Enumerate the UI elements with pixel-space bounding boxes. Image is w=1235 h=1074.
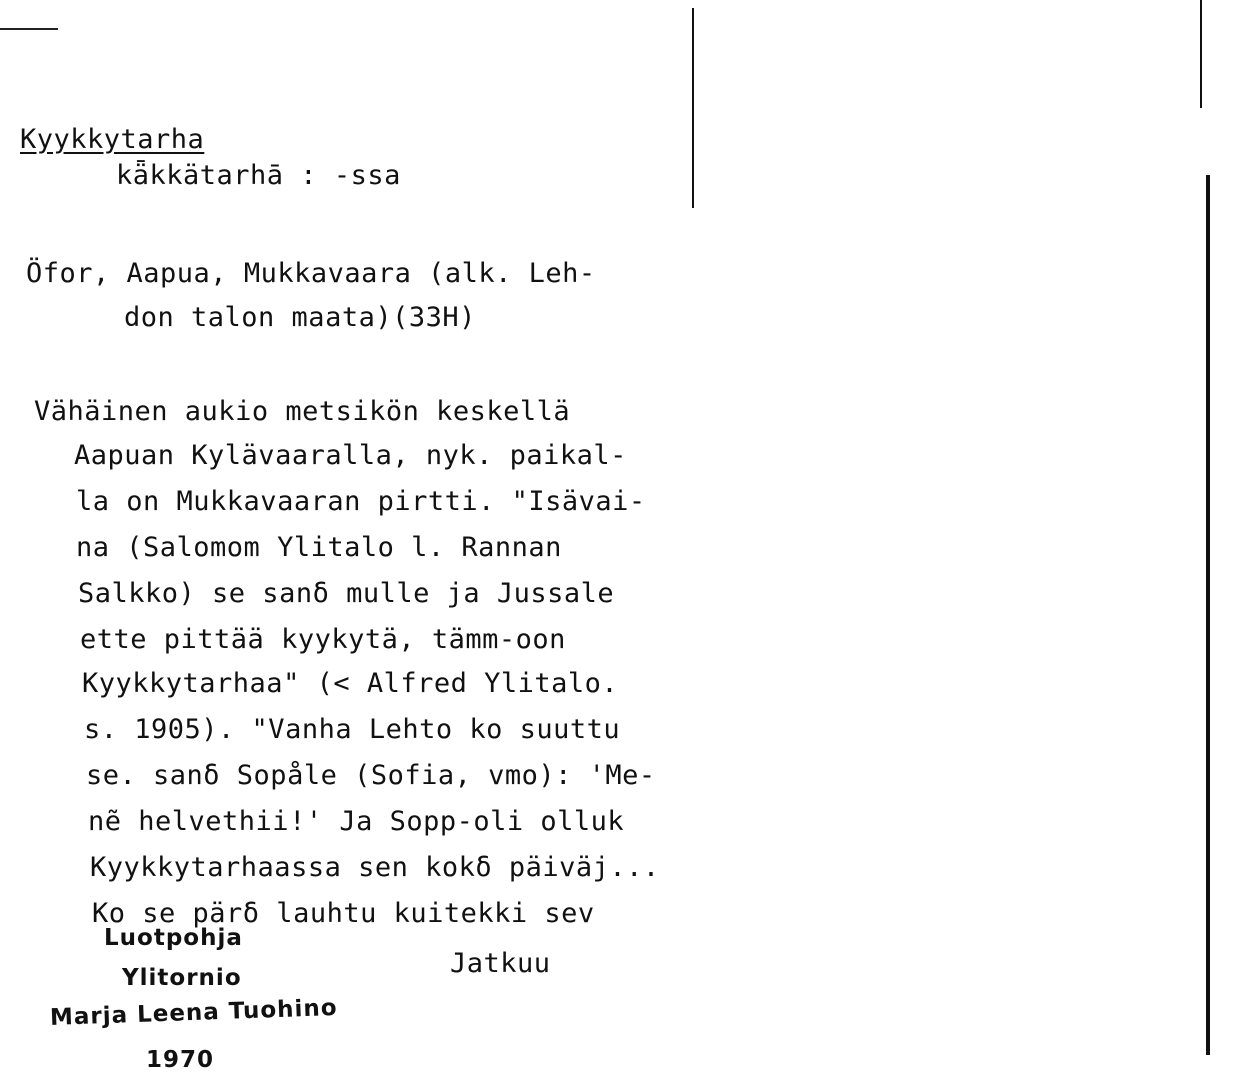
scan-edge-line-right xyxy=(1200,0,1202,108)
location-line: don talon maata)(33H) xyxy=(124,302,476,333)
stamp-collector: Marja Leena Tuohino xyxy=(49,994,338,1031)
scan-edge-line-right-lower xyxy=(1206,175,1210,1055)
description-line: Aapuan Kylävaaralla, nyk. paikal- xyxy=(74,440,627,471)
description-line: Ko se pärδ lauhtu kuitekki sev xyxy=(92,898,595,929)
description-line: Salkko) se sanδ mulle ja Jussale xyxy=(78,578,615,609)
stamp-year: 1970 xyxy=(146,1047,215,1073)
stamp-place: Luotpohja xyxy=(104,925,243,951)
scan-edge-line xyxy=(692,8,694,208)
description-line: Kyykkytarhaa" (< Alfred Ylitalo. xyxy=(82,668,619,699)
description-line: nẽ helvethii!' Ja Sopp-oli olluk xyxy=(88,806,625,837)
description-line: la on Mukkavaaran pirtti. "Isävai- xyxy=(76,486,646,517)
stamp-municipality: Ylitornio xyxy=(122,965,242,991)
location-line: Öfor, Aapua, Mukkavaara (alk. Leh- xyxy=(26,258,596,289)
continued-label: Jatkuu xyxy=(450,948,551,979)
description-line: na (Salomom Ylitalo l. Rannan xyxy=(76,532,562,563)
pronunciation: kǟkkätarhā : -ssa xyxy=(116,160,401,191)
headword: Kyykkytarha xyxy=(20,124,205,155)
description-line: ette pittää kyykytä, tämm-oon xyxy=(80,624,566,655)
description-line: se. sanδ Sopåle (Sofia, vmo): 'Me- xyxy=(86,760,656,791)
description-line: s. 1905). "Vanha Lehto ko suuttu xyxy=(84,714,621,745)
description-line: Vähäinen aukio metsikön keskellä xyxy=(34,396,571,427)
scan-speck xyxy=(0,28,58,30)
description-line: Kyykkytarhaassa sen kokδ päiväj... xyxy=(90,852,660,883)
